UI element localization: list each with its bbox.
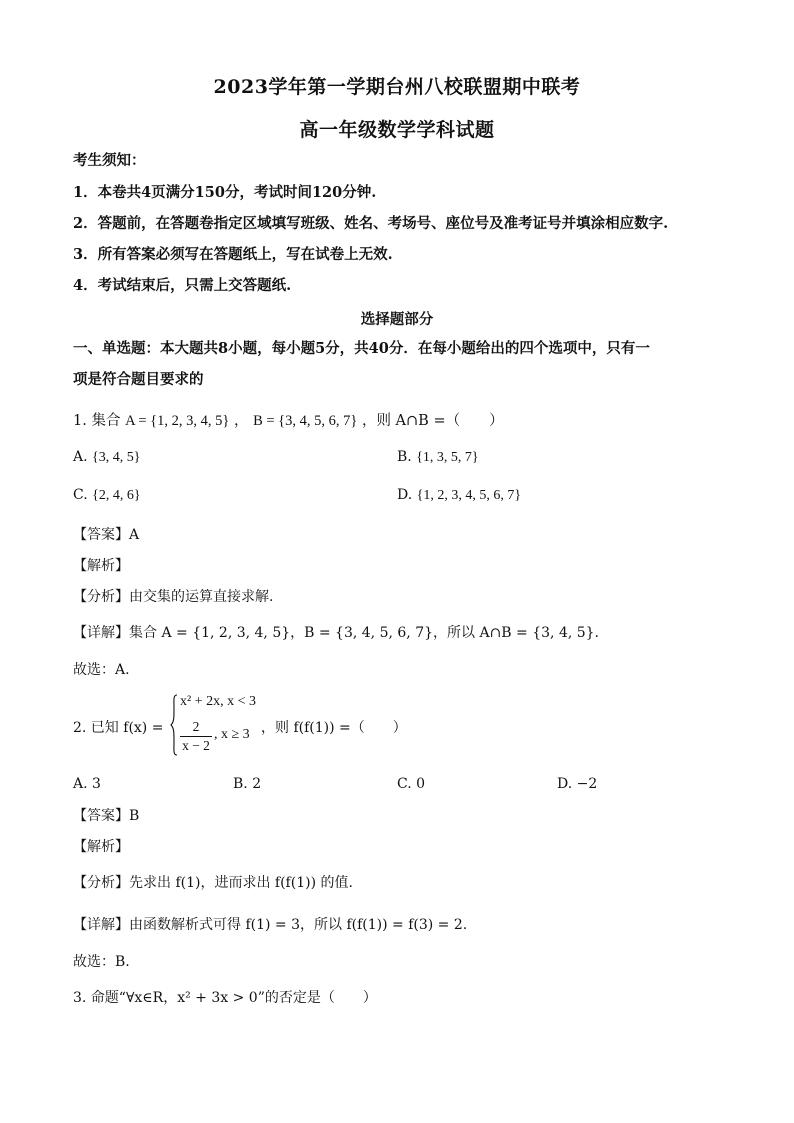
q1-option-a-label: A. [73, 449, 88, 465]
q2-case2-condition: , x ≥ 3 [214, 727, 250, 742]
q1-option-b-value: {1, 3, 5, 7} [416, 450, 479, 465]
q1-option-c-value: {2, 4, 6} [92, 488, 141, 503]
q1-option-c [73, 487, 141, 504]
q1-option-a-value: {3, 4, 5} [92, 450, 141, 465]
q2-detail: 【详解】由函数解析式可得 f(1) = 3，所以 f(f(1)) = f(3) = 2. [73, 917, 468, 933]
q1-option-d-label: D. [397, 487, 413, 503]
q1-choose: 故选：A. [73, 662, 130, 678]
notice-heading: 考生须知： [73, 152, 146, 169]
q2-analysis: 【分析】先求出 f(1)，进而求出 f(f(1)) 的值. [73, 875, 353, 891]
q1-detail: 【详解】集合 A = {1, 2, 3, 4, 5}，B = {3, 4, 5, 6, 7}，所以 A∩B = {3, 4, 5}. [73, 625, 600, 641]
exam-title: 2023学年第一学期台州八校联盟期中联考 [213, 76, 581, 98]
q1-stem [73, 412, 504, 430]
fraction-bar [180, 736, 212, 737]
q2-option-c: C. 0 [397, 776, 426, 792]
q2-stem [73, 694, 473, 760]
q1-comma: ， [233, 413, 249, 429]
q1-answer: 【答案】A [73, 527, 140, 543]
q2-case1: x² + 2x, x < 3 [180, 694, 256, 709]
notice-item-2: 2．答题前，在答题卷指定区域填写班级、姓名、考场号、座位号及准考证号并填涂相应数字. [73, 215, 669, 232]
q1-number: 1. 集合 [73, 413, 121, 429]
q1-option-d-value: {1, 2, 3, 4, 5, 6, 7} [416, 488, 522, 503]
section-title: 选择题部分 [360, 311, 434, 328]
q2-stem-lead: 2. 已知 f(x) = [73, 720, 164, 736]
q1-analysis-heading: 【解析】 [73, 558, 129, 574]
q2-ask: ，则 f(f(1)) =（ ） [261, 720, 407, 736]
q1-ask: ，则 A∩B =（ ） [361, 413, 504, 429]
q1-option-a [73, 449, 140, 466]
q2-option-a: A. 3 [73, 776, 101, 792]
q1-analysis: 【分析】由交集的运算直接求解. [73, 589, 274, 605]
q2-case2-numerator: 2 [192, 719, 200, 734]
q2-case2-denominator: x − 2 [182, 738, 210, 753]
q1-option-d [397, 487, 521, 504]
q2-choose: 故选：B. [73, 954, 130, 970]
q3-stem: 3. 命题“∀x∈R，x² + 3x > 0”的否定是（ ） [73, 990, 377, 1006]
notice-item-1: 1．本卷共4页满分150分，考试时间120分钟. [73, 184, 377, 201]
q2-answer: 【答案】B [73, 808, 140, 824]
q1-option-b-label: B. [397, 449, 412, 465]
section-instruction-line1: 一、单选题：本大题共8小题，每小题5分，共40分．在每小题给出的四个选项中，只有一 [73, 340, 650, 357]
q1-option-c-label: C. [73, 487, 88, 503]
q1-set-a: A = {1, 2, 3, 4, 5} [125, 413, 230, 429]
q2-analysis-heading: 【解析】 [73, 839, 129, 855]
q1-option-b [397, 449, 479, 466]
q2-option-b: B. 2 [233, 776, 262, 792]
q2-case2-fraction [180, 719, 212, 754]
section-instruction-line2: 项是符合题目要求的 [73, 371, 204, 388]
notice-item-3: 3．所有答案必须写在答题纸上，写在试卷上无效. [73, 246, 393, 263]
q2-option-d: D. −2 [557, 776, 598, 792]
notice-item-4: 4．考试结束后，只需上交答题纸. [73, 277, 292, 294]
exam-subtitle: 高一年级数学学科试题 [299, 119, 495, 141]
q1-set-b: B = {3, 4, 5, 6, 7} [253, 413, 358, 429]
piecewise-brace-icon [170, 694, 178, 756]
